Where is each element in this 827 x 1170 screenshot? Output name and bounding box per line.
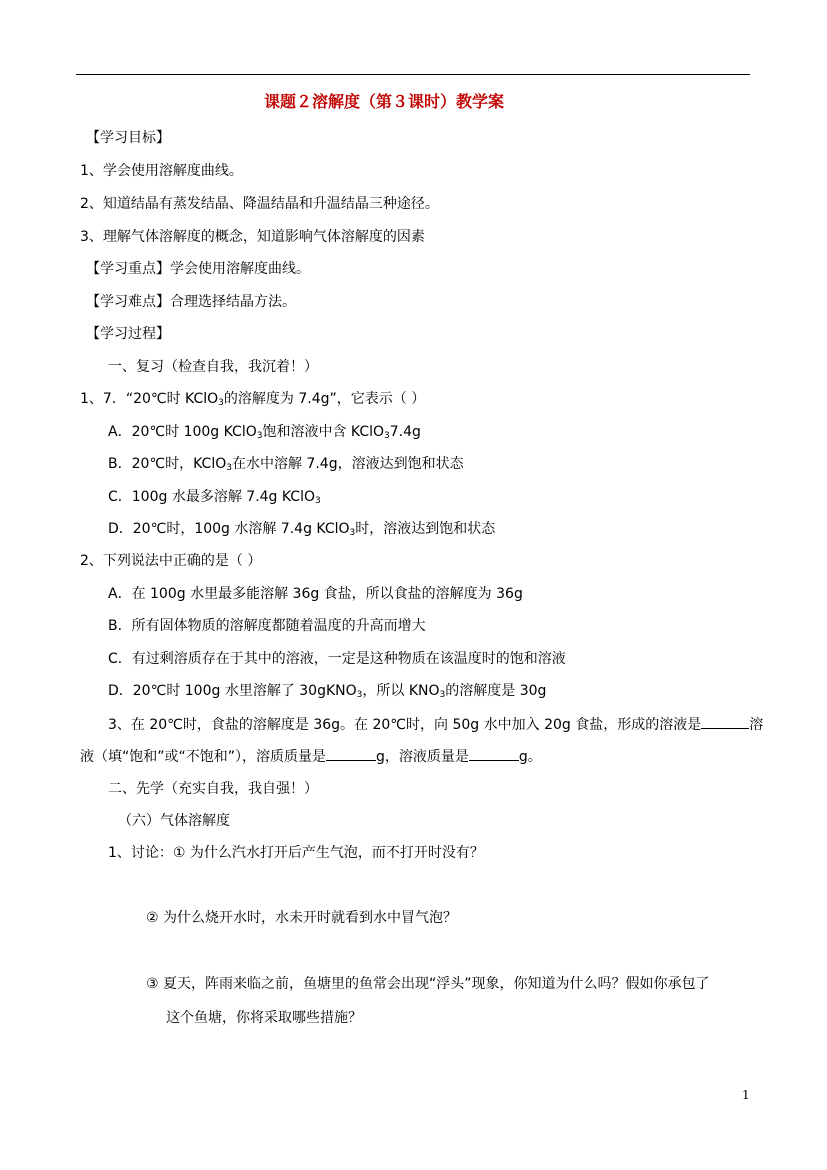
discussion-3: ③ 夏天，阵雨来临之前，鱼塘里的鱼常会出现“浮头”现象，你知道为什么吗？假如你承包了	[146, 976, 710, 992]
objective-item: 3、理解气体溶解度的概念，知道影响气体溶解度的因素	[80, 229, 425, 245]
section-prelearn: 二、先学（充实自我，我自强！）	[108, 781, 318, 797]
objectives-heading: 【学习目标】	[86, 130, 170, 146]
question-1-stem: 1、7．“20℃时 KClO$_3$的溶解度为 7.4g”，它表示（ ）	[80, 391, 426, 408]
question-2-option-c: C．有过剩溶质存在于其中的溶液，一定是这种物质在该温度时的饱和溶液	[108, 651, 566, 667]
process-heading: 【学习过程】	[86, 326, 170, 342]
answer-blank[interactable]	[701, 714, 749, 729]
question-2-option-d: D．20℃时 100g 水里溶解了 30gKNO$_3$，所以 $KNO_3$的溶解度是 30g	[108, 683, 547, 700]
discussion-3-continued: 这个鱼塘，你将采取哪些措施？	[166, 1010, 362, 1026]
question-1-option-b: B．20℃时，KClO$_3$在水中溶解 7.4g，溶液达到饱和状态	[108, 456, 464, 473]
discussion-2: ② 为什么烧开水时，水未开时就看到水中冒气泡？	[146, 910, 457, 926]
section-review: 一、复习（检查自我，我沉着！）	[108, 359, 318, 375]
answer-blank[interactable]	[469, 746, 519, 761]
header-rule	[76, 74, 750, 75]
objective-item: 1、学会使用溶解度曲线。	[80, 163, 243, 179]
discussion-1: 1、讨论：① 为什么汽水打开后产生气泡，而不打开时没有？	[108, 845, 484, 861]
subsection-gas-solubility: （六）气体溶解度	[118, 813, 230, 829]
question-2-stem: 2、下列说法中正确的是（ ）	[80, 553, 262, 569]
question-1-option-c: C．100g 水最多溶解 7.4g KClO$_3$	[108, 489, 321, 506]
difficulty: 【学习难点】合理选择结晶方法。	[86, 294, 296, 310]
page-number: 1	[742, 1088, 750, 1102]
question-1-option-d: D．20℃时，100g 水溶解 7.4g KClO$_3$时，溶液达到饱和状态	[108, 521, 496, 538]
question-2-option-a: A．在 100g 水里最多能溶解 36g 食盐，所以食盐的溶解度为 36g	[108, 586, 523, 602]
key-point: 【学习重点】学会使用溶解度曲线。	[86, 261, 310, 277]
page-title: 课题２溶解度（第３课时）教学案	[264, 92, 505, 111]
question-3-line-1: 3、在 20℃时，食盐的溶解度是 36g。在 20℃时，向 50g 水中加入 20g 食盐，形成的溶液是 溶	[108, 714, 763, 735]
question-2-option-b: B．所有固体物质的溶解度都随着温度的升高而增大	[108, 618, 426, 634]
question-3-line-2: 液（填“饱和”或“不饱和”），溶质质量是 g，溶液质量是 g。	[80, 746, 542, 767]
answer-blank[interactable]	[326, 746, 376, 761]
objective-item: 2、知道结晶有蒸发结晶、降温结晶和升温结晶三种途径。	[80, 196, 439, 212]
question-1-option-a: A．20℃时 100g KClO$_3$饱和溶液中含 KClO$_3$7.4g	[108, 424, 421, 441]
